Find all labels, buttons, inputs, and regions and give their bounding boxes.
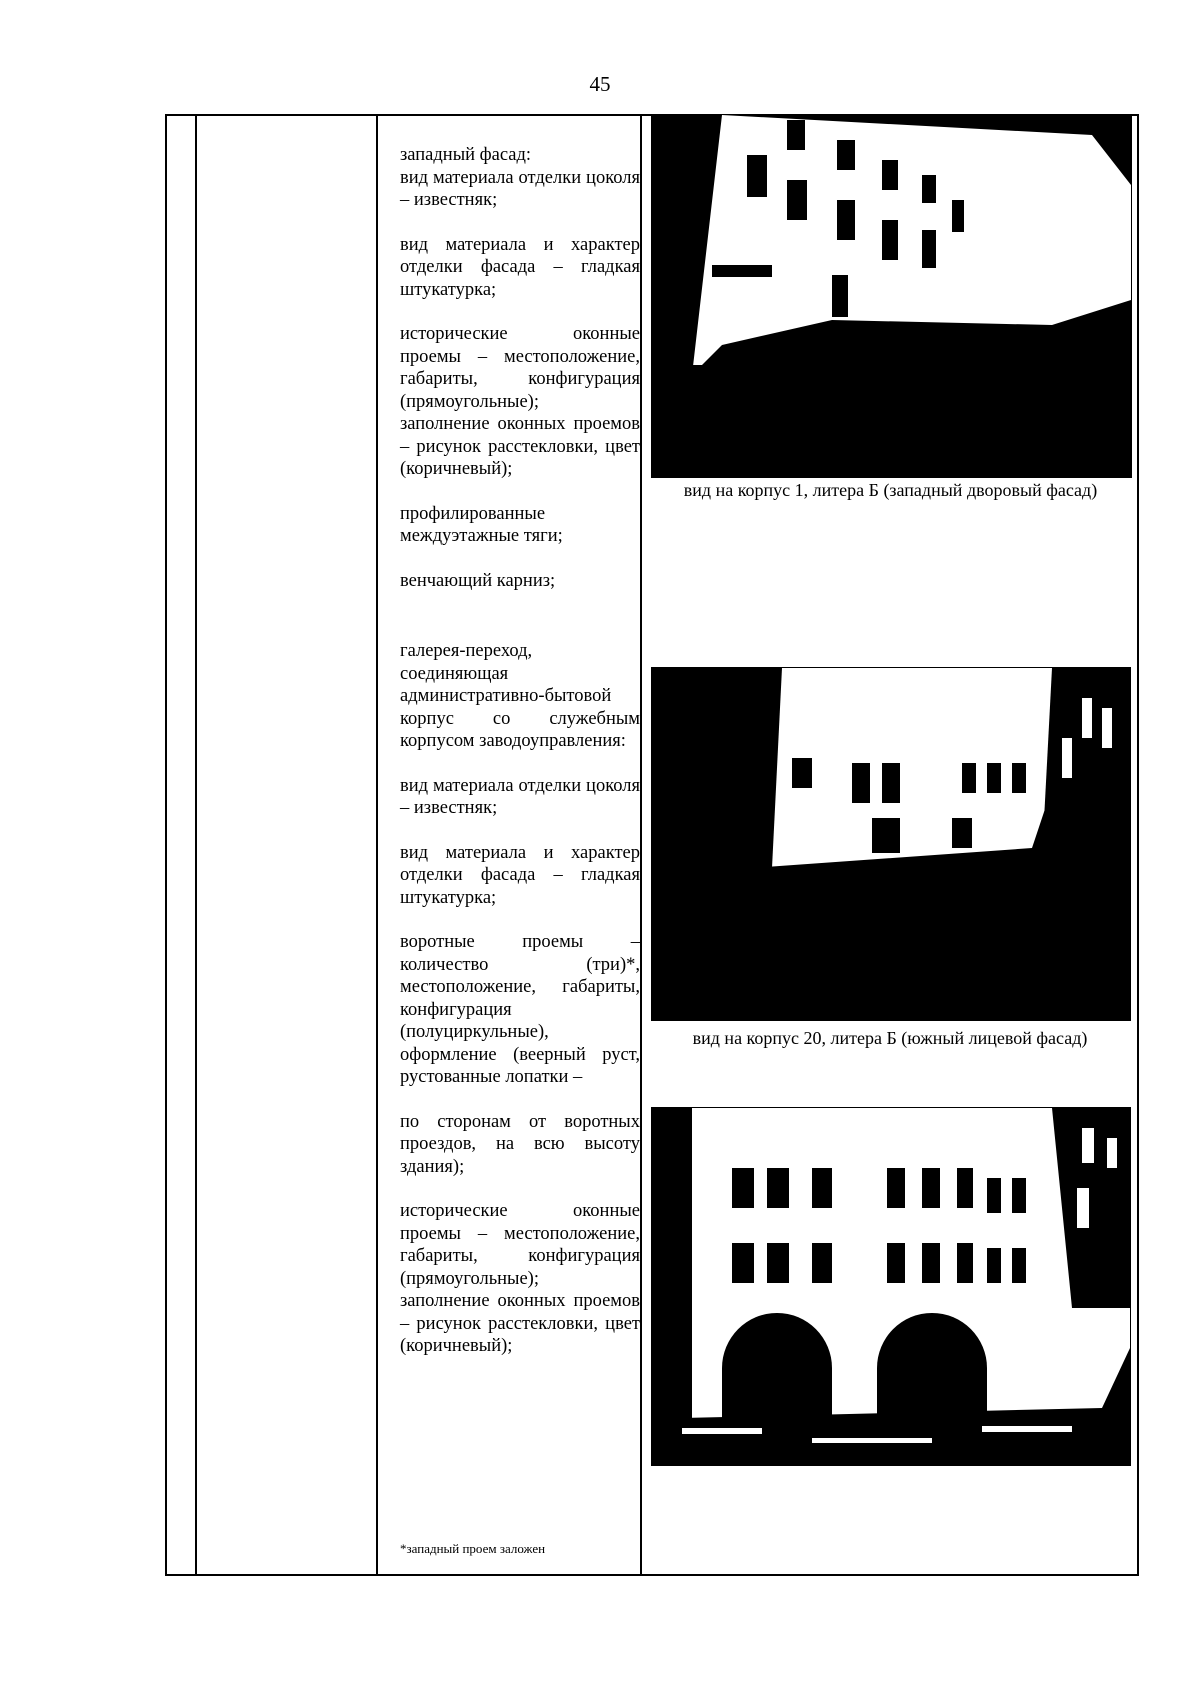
footnote: *западный проем заложен (400, 1541, 546, 1556)
text-block: западный фасад: (400, 145, 532, 165)
text-block: вид материала отделки цоколя – известняк; (400, 167, 640, 210)
text-block: воротные проемы – количество (три)*, местоположение, габариты, конфигурация (полуциркульные), оформление (веерный руст, рустованные лопатки – (400, 932, 640, 1087)
text-block: венчающий карниз; (400, 570, 556, 591)
photo-caption: вид на корпус 1, литера Б (западный дворовый фасад) (683, 480, 1098, 500)
text-block: исторические оконные проемы – местоположение, габариты, конфигурация (прямоугольные); (400, 324, 640, 412)
text-block: галерея-переход, соединяющая административно-бытовой корпус со служебным корпусом заводоуправления: (400, 641, 640, 751)
text-block: заполнение оконных проемов – рисунок расстекловки, цвет (коричневый); (400, 414, 640, 479)
text-block: профилированные междуэтажные тяги; (400, 503, 563, 546)
photo-caption: вид на корпус 20, литера Б (южный лицевой фасад) (692, 1028, 1088, 1048)
text-block: исторические оконные проемы – местоположение, габариты, конфигурация (прямоугольные); (400, 1201, 640, 1289)
column-divider-1 (195, 116, 197, 1574)
column-divider-2 (376, 116, 378, 1574)
building-photo (651, 114, 1132, 478)
building-photo (651, 1107, 1131, 1466)
features-text-column (388, 144, 650, 1358)
text-block: заполнение оконных проемов – рисунок расстекловки, цвет (коричневый); (400, 1291, 640, 1356)
text-block: вид материала отделки цоколя – известняк; (400, 775, 640, 818)
building-photo (651, 667, 1131, 1021)
page-number: 45 (589, 72, 611, 96)
text-block: по сторонам от воротных проездов, на всю высоту здания); (400, 1111, 640, 1177)
text-block: вид материала и характер отделки фасада – гладкая штукатурка; (400, 234, 640, 300)
text-block: вид материала и характер отделки фасада – гладкая штукатурка; (400, 842, 640, 908)
